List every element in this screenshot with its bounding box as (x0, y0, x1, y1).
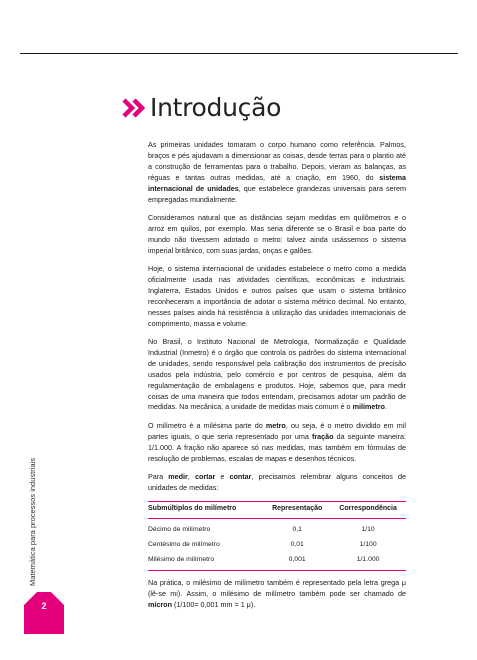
page-title: Introdução (150, 93, 282, 122)
paragraph-7: Na prática, o milésimo de milímetro também é representado pela letra grega μ (lê-se mi). Assim, o milésimo de milímetro também pode ser chamado de mícron (1/100= 0,001 mm = 1 μ). (148, 577, 406, 609)
table-cell: 1/100 (359, 541, 377, 549)
table-cell: Milésimo de milímetro (148, 553, 264, 570)
table-row (148, 519, 406, 538)
table-cell: Centésimo de milímetro (148, 541, 220, 549)
side-label: Matemática para processos industriais (28, 458, 37, 586)
paragraph-2: Consideramos natural que as distâncias sejam medidas em quilômetros e o arroz em quilos, por exemplo. Mas seria diferente se o Brasil e boa parte do mundo não tivessem adotado o metro: talvez ainda usássemos o sistema imperial britânico, com suas jardas, onças e galões. (148, 212, 406, 255)
paragraph-5: O milímetro é a milésima parte do metro, ou seja, é o metro dividido em mil partes iguais, o que seria representado por uma fração da seguinte maneira: 1/1.000. A fração não aparece só nas medidas, mas também em fórmulas de resolução de problemas, escalas de mapas e desenhos técnicos. (148, 420, 406, 463)
table-cell: 0,1 (292, 526, 302, 534)
table-header-row (148, 502, 406, 519)
column-header: Correspondência (330, 502, 406, 519)
table-row (148, 538, 406, 553)
body-text (148, 140, 406, 618)
submultiples-table (148, 501, 406, 571)
paragraph-4: No Brasil, o Instituto Nacional de Metrologia, Normalização e Qualidade Industrial (Inmetro) é o órgão que controla os padrões do sistema internacional de unidades, sendo responsável pela calibração dos instrumentos de precisão usados pela indústria, pelo comércio e por centros de pesquisa, além da regulamentação de embalagens e produtos. Hoje, sabemos que, para medir coisas de uma maneira que todos entendam, precisamos adotar um padrão de medidas. Na mecânica, a unidade de medidas mais comum é o milímetro. (148, 337, 406, 412)
paragraph-3: Hoje, o sistema internacional de unidades estabelece o metro como a medida oficialmente usada nas atividades científicas, econômicas e industriais. Inglaterra, Estados Unidos e outros países que usam o sistema britânico reconheceram a importância de adotar o sistema métrico decimal. No entanto, nesses países ainda há resistência à utilização das unidades internacionais de comprimento, massa e volume. (148, 264, 406, 328)
header-rule (20, 53, 458, 54)
table-cell: 1/10 (361, 526, 375, 534)
table-cell: 0,001 (264, 553, 330, 570)
page-number-badge-icon (24, 592, 64, 634)
paragraph-1: As primeiras unidades tomaram o corpo humano como referência. Palmos, braços e pés ajudavam a dimensionar as coisas, desde terras para o plantio até a construção de ferramentas para o trabalho. Depois, vieram as balanças, as réguas e tantas outras medidas, até a criação, em 1960, do sistema internacional de unidades, que estabelece grandezas universais para serem empregadas mundialmente. (148, 140, 406, 204)
table-cell: Décimo de milímetro (148, 526, 211, 534)
column-header: Submúltiplos do milímetro (148, 502, 264, 519)
paragraph-6: Para medir, cortar e contar, precisamos relembrar alguns conceitos de unidades de medidas: (148, 471, 406, 492)
section-heading (122, 93, 281, 122)
table-row (148, 553, 406, 570)
page-number: 2 (41, 601, 47, 611)
table-cell: 0,01 (290, 541, 304, 549)
column-header: Representação (264, 502, 330, 519)
table-cell: 1/1.000 (330, 553, 406, 570)
double-chevron-icon (122, 98, 146, 118)
